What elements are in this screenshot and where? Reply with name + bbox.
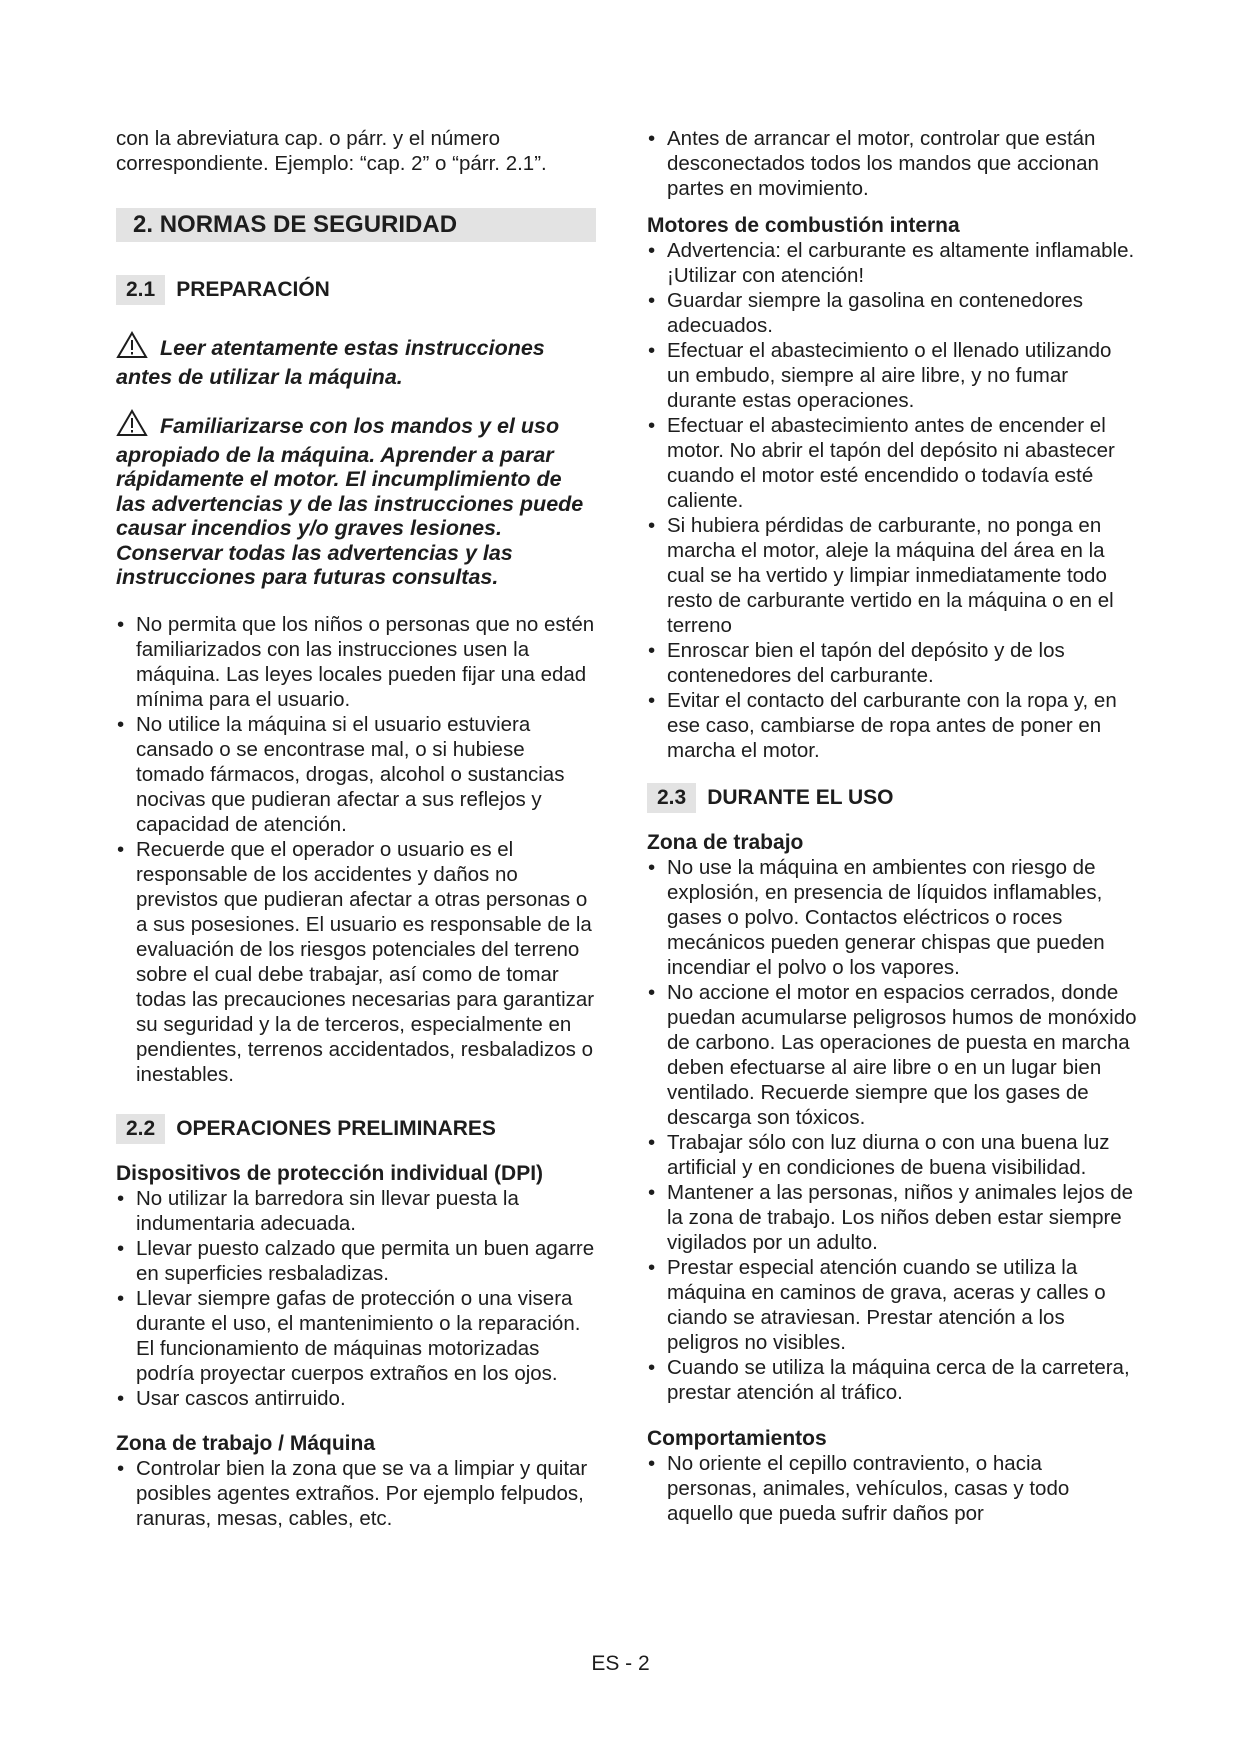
subsection-heading-2-3 (647, 783, 1137, 813)
list-item: • Advertencia: el carburante es altamente inflamable. ¡Utilizar con atención! (647, 238, 1137, 288)
page-number: ES - 2 (591, 1652, 650, 1675)
zone-machine-heading: Zona de trabajo / Máquina (116, 1431, 376, 1455)
list-item: • Usar cascos antirruido. (116, 1386, 596, 1411)
list-item: • No utilice la máquina si el usuario estuviera cansado o se encontrase mal, o si hubiese tomado fármacos, drogas, alcohol o sustancias nocivas que pudieran afectar a sus reflejos y capacidad de atención. (116, 712, 596, 837)
list-item: • Antes de arrancar el motor, controlar que están desconectados todos los mandos que accionan partes en movimiento. (647, 126, 1137, 201)
list-item: • Efectuar el abastecimiento antes de encender el motor. No abrir el tapón del depósito ni abastecer cuando el motor esté encendido o todavía esté caliente. (647, 413, 1137, 513)
section-title: NORMAS DE SEGURIDAD (159, 211, 458, 238)
list-item: • Recuerde que el operador o usuario es el responsable de los accidentes y daños no previstos que pudieran afectar a otras personas o a sus posesiones. El usuario es responsable de la evaluación de los riesgos potenciales del terreno sobre el cual debe trabajar, así como de tomar todas las precauciones necesarias para garantizar su seguridad y la de terceros, especialmente en pendientes, terrenos accidentados, resbaladizos o inestables. (116, 837, 596, 1087)
warning-triangle-icon (116, 409, 160, 443)
list-item: • Si hubiera pérdidas de carburante, no ponga en marcha el motor, aleje la máquina del área en la cual se ha vertido y limpiar inmediatamente todo resto de carburante vertido en la máquina o en el terreno (647, 513, 1137, 638)
behaviour-heading: Comportamientos (647, 1427, 827, 1450)
subsection-heading-2-2 (116, 1114, 596, 1144)
warning-text: Familiarizarse con los mandos y el uso apropiado de la máquina. Aprender a parar rápidamente el motor. El incumplimiento de las advertencias y de las instrucciones puede causar incendios y/o graves lesiones. Conservar todas las advertencias y las instrucciones para futuras consultas. (116, 414, 584, 589)
subsection-number: 2.3 (647, 783, 696, 813)
preparation-list (116, 612, 596, 1087)
left-column (116, 126, 596, 1531)
subsection-number: 2.1 (116, 275, 165, 305)
list-item: • Mantener a las personas, niños y animales lejos de la zona de trabajo. Los niños deben estar siempre vigilados por un adulto. (647, 1180, 1137, 1255)
list-item: • No use la máquina en ambientes con riesgo de explosión, en presencia de líquidos inflamables, gases o polvo. Contactos eléctricos o roces mecánicos pueden generar chispas que pueden incendiar el polvo o los vapores. (647, 855, 1137, 980)
workzone-list (647, 855, 1137, 1405)
workzone-heading: Zona de trabajo (647, 831, 804, 854)
subsection-title: OPERACIONES PRELIMINARES (176, 1116, 496, 1140)
engines-list (647, 238, 1137, 763)
list-item: • Llevar siempre gafas de protección o una visera durante el uso, el mantenimiento o la reparación. El funcionamiento de máquinas motorizadas podría proyectar cuerpos extraños en los ojos. (116, 1286, 596, 1386)
subsection-title: PREPARACIÓN (176, 278, 330, 301)
list-item: • Enroscar bien el tapón del depósito y de los contenedores del carburante. (647, 638, 1137, 688)
top-list (647, 126, 1137, 201)
right-column (647, 126, 1137, 1526)
subsection-number: 2.2 (116, 1114, 165, 1144)
list-item: • Cuando se utiliza la máquina cerca de la carretera, prestar atención al tráfico. (647, 1355, 1137, 1405)
list-item: • No utilizar la barredora sin llevar puesta la indumentaria adecuada. (116, 1186, 596, 1236)
subsection-heading-2-1 (116, 275, 596, 305)
warning-paragraph (116, 409, 596, 590)
engines-heading: Motores de combustión interna (647, 214, 960, 237)
list-item: • Trabajar sólo con luz diurna o con una buena luz artificial y en condiciones de buena visibilidad. (647, 1130, 1137, 1180)
subsection-title: DURANTE EL USO (707, 786, 894, 809)
behaviour-list (647, 1451, 1137, 1526)
list-item: • No permita que los niños o personas que no estén familiarizados con las instrucciones usen la máquina. Las leyes locales pueden fijar una edad mínima para el usuario. (116, 612, 596, 712)
warning-triangle-icon (116, 331, 160, 365)
section-number: 2. (133, 211, 154, 238)
list-item: • No oriente el cepillo contraviento, o hacia personas, animales, vehículos, casas y todo aquello que pueda sufrir daños por (647, 1451, 1137, 1526)
list-item: • Controlar bien la zona que se va a limpiar y quitar posibles agentes extraños. Por ejemplo felpudos, ranuras, mesas, cables, etc. (116, 1456, 596, 1531)
section-heading-2 (116, 208, 596, 242)
dpi-heading: Dispositivos de protección individual (DPI) (116, 1161, 544, 1185)
dpi-list (116, 1186, 596, 1411)
warning-paragraph (116, 331, 596, 389)
list-item: • Guardar siempre la gasolina en contenedores adecuados. (647, 288, 1137, 338)
warning-text: Leer atentamente estas instrucciones antes de utilizar la máquina. (116, 336, 545, 389)
zone-machine-list (116, 1456, 596, 1531)
list-item: • Evitar el contacto del carburante con la ropa y, en ese caso, cambiarse de ropa antes de poner en marcha el motor. (647, 688, 1137, 763)
intro-text: con la abreviatura cap. o párr. y el número correspondiente. Ejemplo: “cap. 2” o “párr. 2.1”. (116, 127, 547, 175)
list-item: • Efectuar el abastecimiento o el llenado utilizando un embudo, siempre al aire libre, y no fumar durante estas operaciones. (647, 338, 1137, 413)
list-item: • No accione el motor en espacios cerrados, donde puedan acumularse peligrosos humos de monóxido de carbono. Las operaciones de puesta en marcha deben efectuarse al aire libre o en un lugar bien ventilado. Recuerde siempre que los gases de descarga son tóxicos. (647, 980, 1137, 1130)
list-item: • Prestar especial atención cuando se utiliza la máquina en caminos de grava, aceras y calles o ciando se atraviesan. Prestar atención a los peligros no visibles. (647, 1255, 1137, 1355)
list-item: • Llevar puesto calzado que permita un buen agarre en superficies resbaladizas. (116, 1236, 596, 1286)
